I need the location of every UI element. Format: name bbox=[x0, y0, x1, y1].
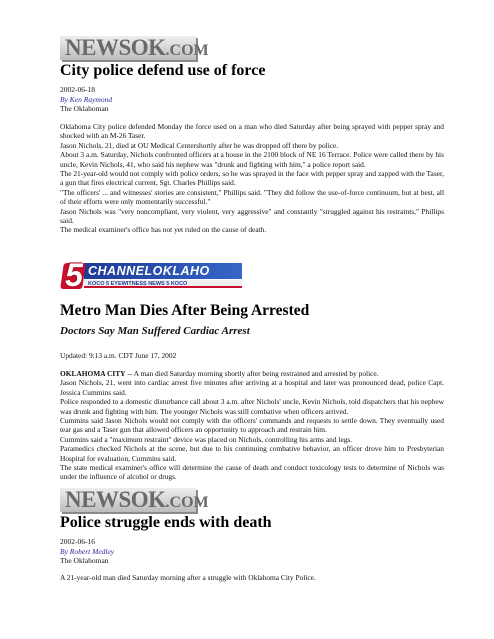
article-body bbox=[60, 573, 444, 582]
article-paragraph: Cummins said a "maximum restraint" device was placed on Nichols, controlling his arms and legs. bbox=[60, 434, 353, 444]
logo-suffix: .COM bbox=[165, 494, 209, 511]
article-paragraph: The medical examiner's office has not yet ruled on the cause of death. bbox=[60, 225, 267, 235]
article-body bbox=[60, 122, 444, 235]
logo-number: 5 bbox=[65, 257, 83, 293]
article-paragraph: Paramedics checked Nichols at the scene, but due to his continuing combative behavior, an officer drove him to Presbyterian Hospital for evaluation, Cummins said. bbox=[60, 444, 444, 463]
article-source: The Oklahoman bbox=[60, 104, 109, 113]
article-headline: Police struggle ends with death bbox=[60, 514, 272, 531]
article-paragraph: Police responded to a domestic disturbance call about 3 a.m. after Nichols' uncle, Kevin Nichols, told dispatchers that his nephew was drunk and fighting with him. The younger Nichols was still combative when officers arrived. bbox=[60, 397, 444, 416]
article-source: The Oklahoman bbox=[60, 556, 109, 565]
article-date: 2002-06-18 bbox=[60, 85, 95, 94]
article-dateline: OKLAHOMA CITY bbox=[60, 369, 126, 378]
article-paragraph: "The officers' ... and witnesses' stories are consistent," Phillips said. "They did follow the use-of-force continuum, but at best, all of their efforts were only momentarily successful." bbox=[60, 187, 444, 207]
article-meta bbox=[60, 85, 112, 114]
logo-suffix: .COM bbox=[165, 42, 209, 59]
newsok-logo bbox=[60, 35, 209, 60]
article-paragraph: Oklahoma City police defended Monday the force used on a man who died Saturday after being sprayed with pepper spray and shocked with an M-26 Taser. bbox=[60, 122, 444, 141]
article-paragraph: The 21-year-old would not comply with police orders, so he was sprayed in the face with pepper spray and zapped with the Taser, a gun that fires electrical current, Sgt. Charles Phillips said. bbox=[60, 169, 444, 188]
article-headline: City police defend use of force bbox=[60, 62, 266, 79]
article-lead bbox=[60, 369, 444, 378]
logo-tagline: KOCO 5 EYEWITNESS NEWS 5 KOCO bbox=[84, 280, 242, 288]
logo-main: NEWSOK bbox=[65, 487, 166, 512]
channel5-logo bbox=[60, 257, 242, 293]
article-headline: Metro Man Dies After Being Arrested bbox=[60, 302, 310, 319]
newsok-logo bbox=[60, 487, 209, 512]
article-paragraph: Jason Nichols was "very noncompliant, very violent, very aggressive" and constantly "struggled against his restraints," Phillips said. bbox=[60, 206, 444, 226]
article-lead-text: -- A man died Saturday morning shortly after being restrained and arrested by police. bbox=[125, 369, 379, 378]
article-meta bbox=[60, 537, 114, 566]
article-updated: Updated: 9:13 a.m. CDT June 17, 2002 bbox=[60, 351, 177, 360]
article-paragraph: Cummins said Jason Nichols would not comply with the officers' commands and requests to settle down. They eventually used tear gas and a Taser gun that allowed officers an opportunity to approach and restrain him. bbox=[60, 416, 444, 435]
article-subhead: Doctors Say Man Suffered Cardiac Arrest bbox=[60, 325, 250, 337]
article-paragraph: Jason Nichols, 21, went into cardiac arrest five minutes after arriving at a hospital and later was pronounced dead, police Capt. Jessica Cummins said. bbox=[60, 378, 444, 397]
article-paragraph: Jason Nichols, 21, died at OU Medical Centershortly after he was dropped off there by police. bbox=[60, 140, 339, 150]
article-body bbox=[60, 369, 444, 482]
article-byline: By Robert Medley bbox=[60, 546, 115, 556]
article-paragraph: The state medical examiner's office will determine the cause of death and conduct toxicology tests to determine of Nichols was under the influence of alcohol or drugs. bbox=[60, 463, 444, 482]
article-paragraph: A 21-year-old man died Saturday morning after a struggle with Oklahoma City Police. bbox=[60, 573, 316, 582]
article-paragraph: About 3 a.m. Saturday, Nichols confronted officers at a house in the 2100 block of NE 16 Terrace. Police were called there by his uncle, Kevin Nichols, 41, who said his nephew was "drunk and fighting with him," a police report said. bbox=[60, 150, 444, 169]
logo-name: CHANNELOKLAHO bbox=[84, 263, 242, 279]
article-date: 2002-06-16 bbox=[60, 537, 95, 546]
logo-main: NEWSOK bbox=[65, 35, 166, 60]
article-byline: By Ken Raymond bbox=[60, 94, 113, 104]
